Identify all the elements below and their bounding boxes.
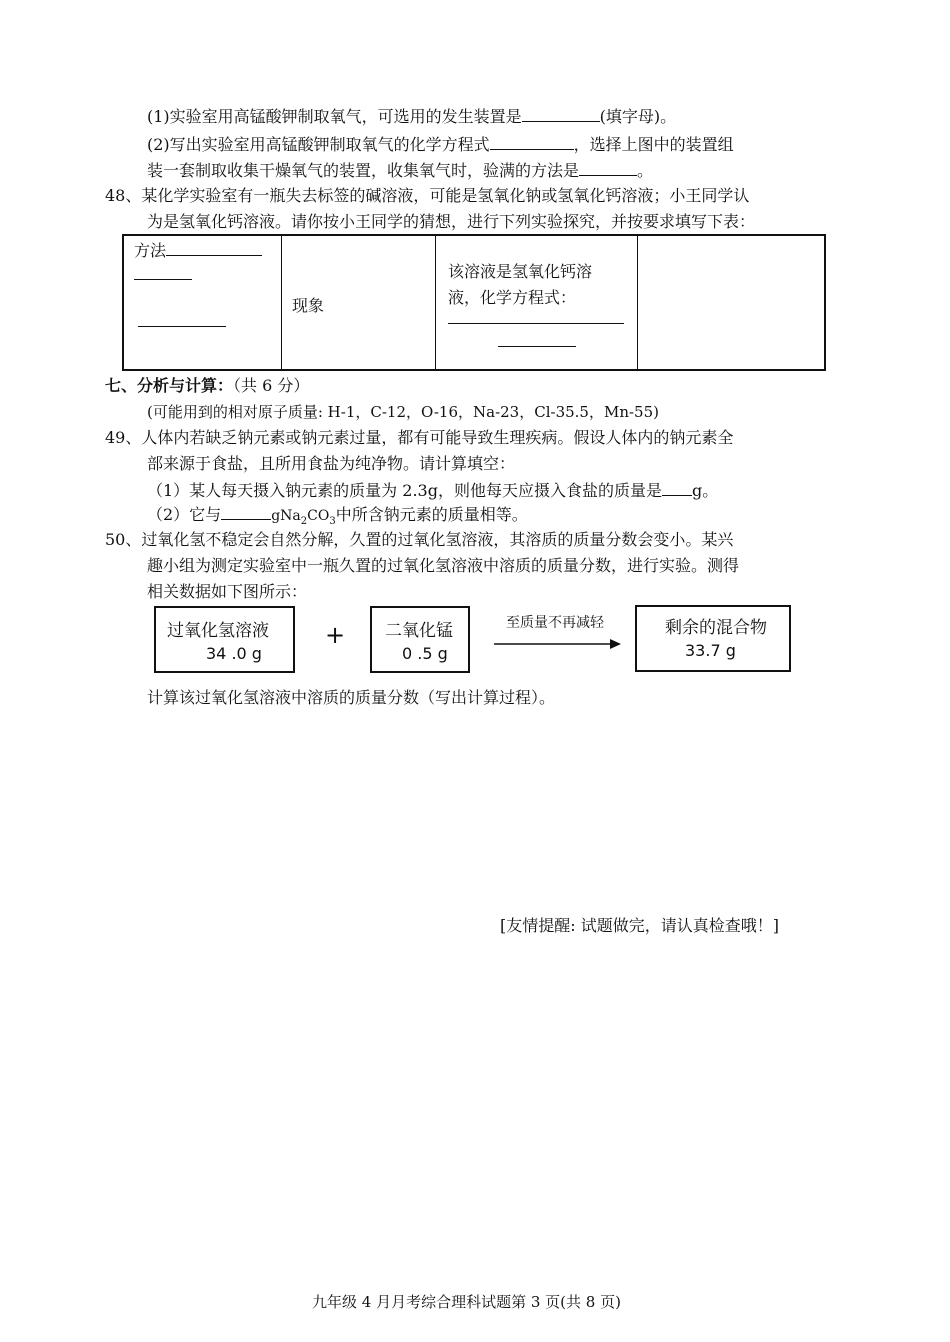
q50-line2: 趣小组为测定实验室中一瓶久置的过氧化氢溶液中溶质的质量分数，进行实验。测得 (147, 556, 740, 575)
q47-part3-end: 。 (637, 161, 654, 180)
answer-blank[interactable] (448, 308, 624, 324)
q49-part1-text: （1）某人每天摄入钠元素的质量为 2.3g，则他每天应摄入食盐的质量是 (147, 481, 662, 500)
q49-formula-b: CO (307, 508, 330, 524)
answer-blank[interactable] (498, 331, 576, 347)
mno2-name: 二氧化锰 (385, 621, 453, 641)
reaction-arrow-icon (494, 637, 622, 651)
q47-part1-end: (填字母)。 (599, 107, 677, 126)
q49-part2-post: 中所含钠元素的质量相等。 (335, 505, 528, 524)
q47-part3 (147, 160, 653, 181)
answer-blank[interactable] (221, 504, 271, 520)
q47-part3-text: 装一套制取收集干燥氧气的装置，收集氧气时，验满的方法是 (147, 161, 580, 180)
conclusion-cell (436, 235, 638, 370)
method-cell (123, 235, 282, 370)
reaction-condition: 至质量不再减轻 (506, 615, 604, 631)
answer-blank[interactable] (522, 106, 600, 122)
q49-formula-sub1: 2 (300, 516, 308, 528)
q49-part1-unit: g。 (691, 481, 719, 500)
remaining-mixture-mass: 33.7 g (685, 641, 736, 660)
remaining-mixture-name: 剩余的混合物 (665, 618, 767, 638)
phenomenon-cell (282, 235, 436, 370)
section7-heading (105, 376, 309, 396)
q49-line1: 49、人体内若缺乏钠元素或钠元素过量，都有可能导致生理疾病。假设人体内的钠元素全 (105, 428, 734, 447)
answer-blank[interactable] (662, 480, 692, 496)
q47-part1 (147, 106, 676, 127)
q48-line1: 48、某化学实验室有一瓶失去标签的碱溶液，可能是氢氧化钠或氢氧化钙溶液；小王同学认 (105, 186, 750, 205)
reminder: [友情提醒: 试题做完，请认真检查哦！] (500, 916, 779, 935)
method-label-line (134, 240, 262, 261)
q50-question: 计算该过氧化氢溶液中溶质的质量分数（写出计算过程）。 (147, 688, 556, 707)
q50-line1: 50、过氧化氢不稳定会自然分解，久置的过氧化氢溶液，其溶质的质量分数会变小。某兴 (105, 530, 734, 549)
q49-line2: 部来源于食盐，且所用食盐为纯净物。请计算填空： (147, 454, 516, 473)
q48-line2: 为是氢氧化钙溶液。请你按小王同学的猜想，进行下列实验探究，并按要求填写下表： (147, 212, 756, 231)
h2o2-solution-mass: 34 .0 g (206, 644, 262, 663)
q49-formula-a: gNa (271, 508, 301, 524)
page-footer: 九年级 4 月月考综合理科试题第 3 页(共 8 页) (312, 1293, 621, 1311)
mno2-mass: 0 .5 g (402, 644, 448, 663)
q47-part2-end: ，选择上图中的装置组 (573, 135, 734, 154)
answer-blank[interactable] (166, 240, 262, 256)
experiment-table (122, 234, 826, 371)
h2o2-solution-name: 过氧化氢溶液 (167, 621, 269, 641)
plus-sign: + (325, 621, 346, 649)
section7-score: （共 6 分） (233, 376, 310, 395)
answer-blank[interactable] (138, 311, 226, 327)
q47-part2 (147, 134, 734, 155)
atomic-masses: (可能用到的相对原子质量: H-1，C-12，O-16，Na-23，Cl-35.5，Mn-55) (147, 403, 659, 421)
extra-cell (638, 235, 826, 370)
mno2-box (370, 606, 470, 673)
conclusion-line1: 该溶液是氢氧化钙溶 (448, 262, 593, 281)
q47-part1-text: (1)实验室用高锰酸钾制取氧气，可选用的发生装置是 (147, 107, 522, 126)
phenomenon-label: 现象 (292, 296, 325, 315)
q49-part2 (147, 504, 528, 526)
answer-blank[interactable] (579, 160, 637, 176)
q49-formula-sub2: 3 (329, 516, 336, 528)
remaining-mixture-box (635, 605, 791, 672)
section7-title: 七、分析与计算： (105, 376, 234, 395)
method-label: 方法 (134, 241, 167, 260)
conclusion-line2: 液，化学方程式： (448, 288, 577, 307)
answer-blank[interactable] (134, 264, 192, 280)
q50-line3: 相关数据如下图所示： (147, 582, 308, 601)
answer-blank[interactable] (490, 134, 574, 150)
h2o2-solution-box (154, 606, 295, 673)
q49-part1 (147, 480, 718, 501)
q49-part2-pre: （2）它与 (147, 505, 222, 524)
q47-part2-text: (2)写出实验室用高锰酸钾制取氧气的化学方程式 (147, 135, 490, 154)
